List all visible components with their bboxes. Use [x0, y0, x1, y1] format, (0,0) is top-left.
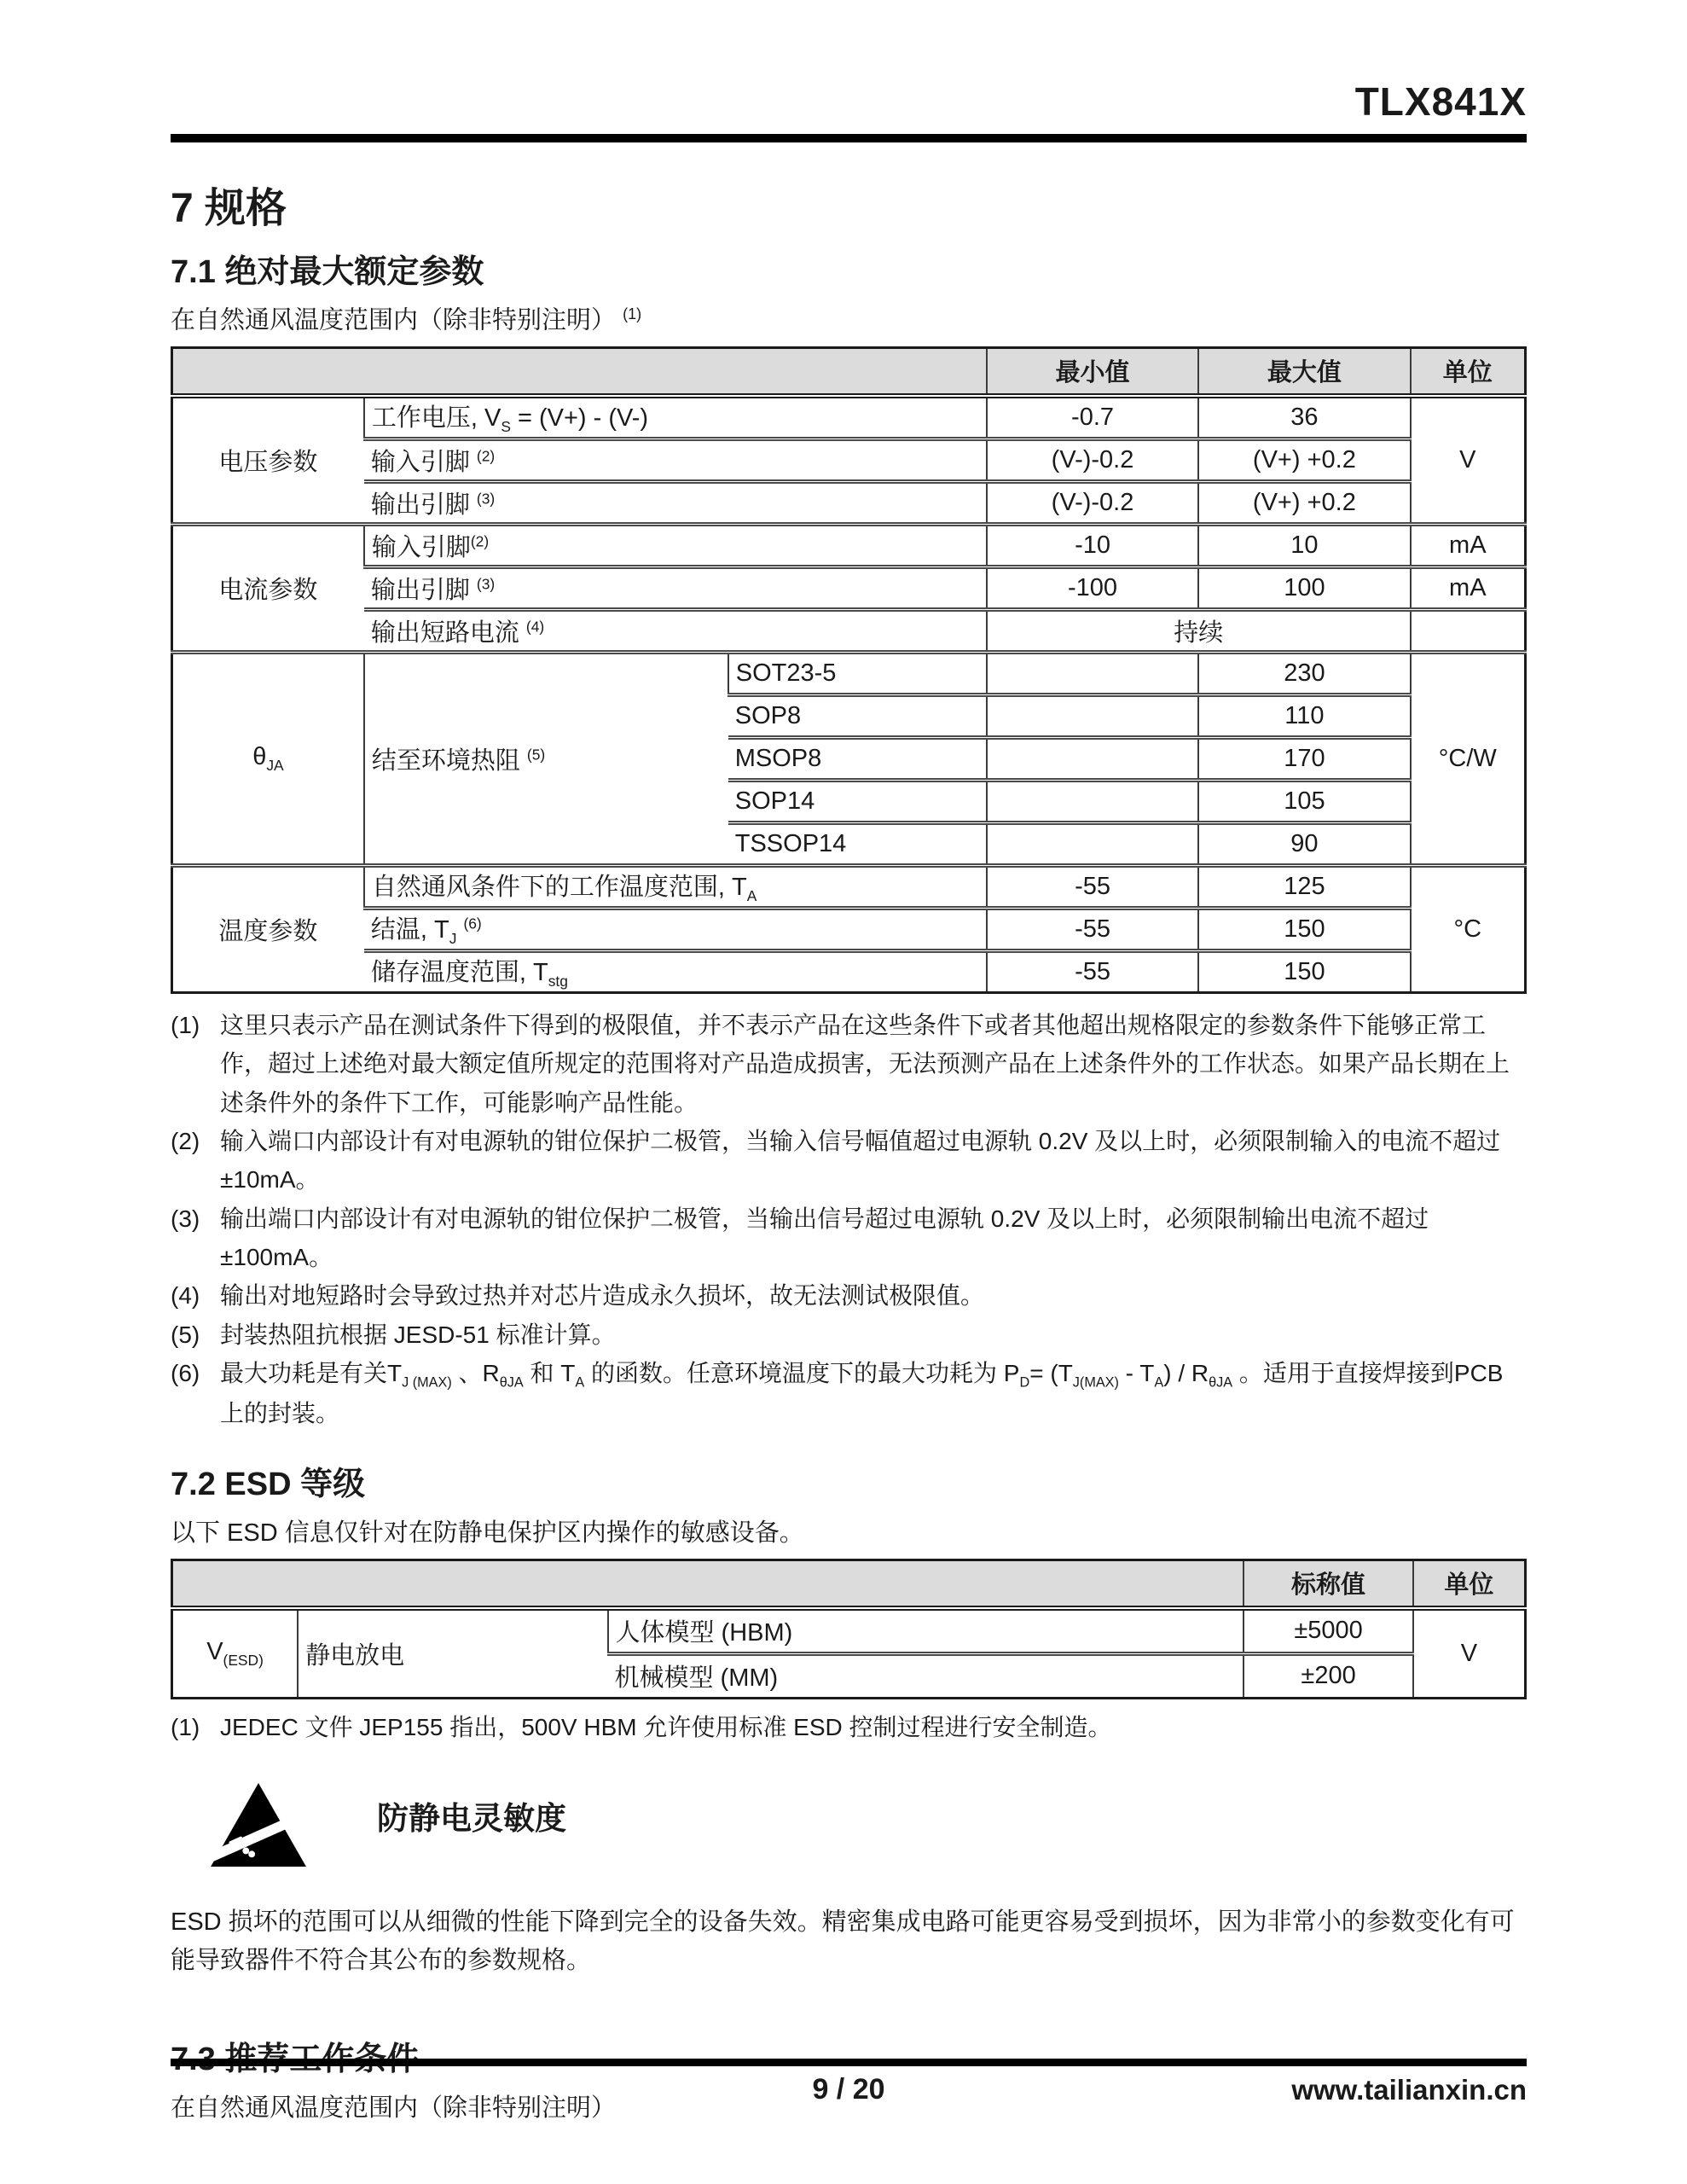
table-row-output-pin-voltage — [172, 481, 1526, 524]
cell-max: 150 — [1198, 950, 1410, 992]
cell-group-theta-ja — [172, 652, 364, 865]
footnote-6 — [171, 1354, 1527, 1432]
esd-ratings-table — [171, 1559, 1527, 1699]
cell-max: 105 — [1198, 780, 1410, 822]
cell-param — [364, 481, 987, 524]
footnote-text: 封装热阻抗根据 JESD-51 标准计算。 — [220, 1321, 616, 1348]
header-rule — [171, 134, 1527, 142]
footnote-text: 输出端口内部设计有对电源轨的钳位保护二极管，当输出信号超过电源轨 0.2V 及以上时，必须限制输出电流不超过 ±100mA。 — [220, 1205, 1429, 1270]
esd-sensitivity-body: ESD 损坏的范围可以从细微的性能下降到完全的设备失效。精密集成电路可能更容易受到损坏，因为非常小的参数变化有可能导致器件不符合其公布的参数规格。 — [171, 1908, 1515, 1974]
param-text: 结至环境热阻 — [371, 746, 527, 775]
website-url: www.tailianxin.cn — [1291, 2074, 1527, 2106]
cell-unit: mA — [1411, 566, 1526, 609]
param-note-ref: (3) — [476, 575, 496, 593]
cell-value: ±200 — [1244, 1653, 1412, 1698]
param-text: 工作电压, V — [371, 404, 501, 433]
header-cell-min: 最小值 — [987, 347, 1198, 396]
footnote-text: 最大功耗是有关$T_{J (MAX)}$ 、$R_{\theta JA}$ 和 $T_A$ 的函数。任意环境温度下的最大功耗为 $P_D= (T_{J(MAX)} - T_A) / R_{\theta JA}$ 。适用于直接焊接到PCB上的封装。 — [220, 1360, 1504, 1426]
footer-row — [171, 2073, 1527, 2109]
cell-unit: V — [1413, 1608, 1526, 1699]
cell-min: -55 — [987, 865, 1198, 908]
cell-param — [364, 439, 987, 481]
cell-merged-value: 持续 — [987, 609, 1411, 652]
param-note-ref: (5) — [526, 746, 546, 764]
cell-param — [364, 908, 987, 950]
header-cell-nominal: 标称值 — [1244, 1560, 1412, 1608]
abs-max-intro-text: 在自然通风温度范围内（除非特别注明） — [171, 307, 617, 335]
cell-package: SOP8 — [728, 694, 987, 737]
header-cell-empty — [172, 1560, 1244, 1608]
table-row-input-pin-current — [172, 524, 1526, 566]
page-footer — [171, 2059, 1527, 2109]
vesd-subscript: (ESD) — [223, 1651, 264, 1669]
table-row-operating-voltage — [172, 396, 1526, 439]
cell-max: 10 — [1198, 524, 1410, 566]
cell-param — [364, 566, 987, 609]
footnote-number: (4) — [171, 1282, 200, 1310]
abs-max-intro — [171, 305, 1527, 337]
esd-intro: 以下 ESD 信息仅针对在防静电保护区内操作的敏感设备。 — [171, 1519, 804, 1547]
param-text: = (V+) - (V-) — [510, 404, 649, 433]
table-header-row — [172, 347, 1526, 396]
cell-param — [364, 950, 987, 992]
cell-package: MSOP8 — [728, 737, 987, 780]
param-text: 结温, T — [370, 916, 449, 944]
param-note-ref: (2) — [470, 532, 490, 550]
cell-min: -55 — [987, 908, 1198, 950]
cell-param — [364, 865, 987, 908]
footnote-number: (6) — [171, 1360, 200, 1387]
cell-param — [364, 524, 987, 566]
cell-max: 110 — [1198, 694, 1410, 737]
cell-unit: mA — [1411, 524, 1526, 566]
footer-rule — [171, 2059, 1527, 2066]
vesd-text: V — [206, 1637, 223, 1665]
footnote-3 — [171, 1199, 1527, 1277]
cell-min: -10 — [987, 524, 1198, 566]
header-cell-empty — [172, 347, 987, 396]
param-note-ref: (6) — [463, 915, 482, 932]
header-cell-unit: 单位 — [1411, 347, 1526, 396]
cell-unit: °C/W — [1411, 652, 1526, 865]
param-text: 输出引脚 — [370, 491, 477, 519]
footnote-text: 输入端口内部设计有对电源轨的钳位保护二极管，当输入信号幅值超过电源轨 0.2V 及以上时，必须限制输入的电流不超过 ±10mA。 — [220, 1127, 1501, 1194]
cell-min: (V-)-0.2 — [987, 481, 1198, 524]
param-text: 输入引脚 — [371, 533, 471, 561]
cell-max: (V+) +0.2 — [1198, 439, 1410, 481]
abs-max-intro-note-ref: (1) — [623, 305, 642, 323]
cell-max: 90 — [1198, 822, 1410, 865]
table-header-row — [172, 1560, 1526, 1608]
param-note-ref: (3) — [476, 490, 496, 508]
cell-min — [987, 652, 1198, 694]
cell-group-temperature: 温度参数 — [172, 865, 364, 992]
cell-min: (V-)-0.2 — [987, 439, 1198, 481]
param-note-ref: (2) — [476, 447, 496, 465]
footnote-1 — [171, 1006, 1527, 1122]
document-header — [171, 0, 1527, 124]
cell-min — [987, 737, 1198, 780]
footnote-text: JEDEC 文件 JEP155 指出，500V HBM 允许使用标准 ESD 控制过程进行安全制造。 — [220, 1713, 1112, 1740]
param-subscript: S — [501, 418, 511, 436]
section-7-title: 7 规格 — [171, 185, 287, 231]
cell-max: 230 — [1198, 652, 1410, 694]
param-text: 输入引脚 — [370, 448, 477, 476]
footnote-text: 这里只表示产品在测试条件下得到的极限值，并不表示产品在这些条件下或者其他超出规格限定的参数条件下能够正常工作，超过上述绝对最大额定值所规定的范围将对产品造成损害，无法预测产品在上述条件外的工作状态。如果产品长期在上述条件外的条件下工作，可能影响产品性能。 — [220, 1011, 1510, 1116]
cell-package: SOT23-5 — [728, 652, 987, 694]
part-number-title: TLX841X — [1354, 79, 1527, 124]
param-subscript: A — [746, 887, 757, 905]
cell-min — [987, 822, 1198, 865]
cell-min: -55 — [987, 950, 1198, 992]
cell-unit: V — [1411, 396, 1526, 525]
cell-group-voltage: 电压参数 — [172, 396, 364, 525]
table-row-operating-temp — [172, 865, 1526, 908]
esd-sensitivity-triangle-icon — [208, 1780, 309, 1869]
cell-min: -0.7 — [987, 396, 1198, 439]
table-row-theta-sot23-5 — [172, 652, 1526, 694]
section-7-2-title: 7.2 ESD 等级 — [171, 1467, 366, 1503]
esd-footnote-1 — [171, 1708, 1527, 1746]
footnote-number: (1) — [171, 1011, 200, 1038]
cell-thermal-resistance-label — [364, 652, 728, 865]
footnote-4 — [171, 1276, 1527, 1315]
footnote-number: (3) — [171, 1205, 200, 1232]
cell-unit — [1411, 609, 1526, 652]
table-row-junction-temp — [172, 908, 1526, 950]
cell-min — [987, 694, 1198, 737]
table-row-short-circuit-current — [172, 609, 1526, 652]
recommended-intro: 在自然通风温度范围内（除非特别注明） — [171, 2094, 617, 2122]
cell-max: 150 — [1198, 908, 1410, 950]
theta-symbol: θ — [252, 742, 267, 770]
param-note-ref: (4) — [525, 618, 545, 636]
cell-max: 100 — [1198, 566, 1410, 609]
esd-footnotes — [171, 1708, 1527, 1746]
table-row-hbm — [172, 1608, 1526, 1654]
footnote-number: (5) — [171, 1321, 200, 1348]
footnote-number: (2) — [171, 1127, 200, 1154]
param-text: 输出短路电流 — [370, 619, 526, 647]
header-cell-unit: 单位 — [1413, 1560, 1526, 1608]
cell-model: 人体模型 (HBM) — [608, 1608, 1244, 1654]
cell-param — [364, 396, 987, 439]
param-text: 输出引脚 — [370, 576, 477, 604]
cell-model: 机械模型 (MM) — [608, 1653, 1244, 1698]
abs-max-footnotes — [171, 1006, 1527, 1432]
footnote-2 — [171, 1122, 1527, 1199]
cell-param — [364, 609, 987, 652]
cell-vesd-symbol — [172, 1608, 299, 1699]
cell-max: (V+) +0.2 — [1198, 481, 1410, 524]
page-number: 9 / 20 — [812, 2073, 885, 2106]
cell-unit: °C — [1411, 865, 1526, 992]
cell-value: ±5000 — [1244, 1608, 1412, 1654]
cell-min — [987, 780, 1198, 822]
footnote-5 — [171, 1316, 1527, 1354]
cell-max: 170 — [1198, 737, 1410, 780]
cell-group-current: 电流参数 — [172, 524, 364, 652]
table-row-output-pin-current — [172, 566, 1526, 609]
cell-min: -100 — [987, 566, 1198, 609]
table-row-storage-temp — [172, 950, 1526, 992]
header-cell-max: 最大值 — [1198, 347, 1410, 396]
param-subscript: stg — [548, 973, 568, 990]
table-row-input-pin-voltage — [172, 439, 1526, 481]
cell-esd-discharge-label: 静电放电 — [298, 1608, 607, 1699]
page-content — [171, 0, 1527, 2124]
section-7-1-title: 7.1 绝对最大额定参数 — [171, 253, 484, 290]
absolute-maximum-ratings-table — [171, 346, 1527, 994]
esd-sensitivity-banner — [171, 1780, 1527, 1869]
esd-sensitivity-title: 防静电灵敏度 — [377, 1801, 566, 1837]
footnote-text: 输出对地短路时会导致过热并对芯片造成永久损坏，故无法测试极限值。 — [220, 1282, 985, 1310]
cell-package: SOP14 — [728, 780, 987, 822]
cell-package: TSSOP14 — [728, 822, 987, 865]
param-subscript: J — [449, 930, 457, 948]
cell-max: 36 — [1198, 396, 1410, 439]
footnote-number: (1) — [171, 1713, 200, 1740]
param-text: 储存温度范围, T — [370, 959, 548, 987]
param-text: 自然通风条件下的工作温度范围, T — [371, 874, 747, 902]
cell-max: 125 — [1198, 865, 1410, 908]
theta-subscript: JA — [266, 756, 284, 774]
